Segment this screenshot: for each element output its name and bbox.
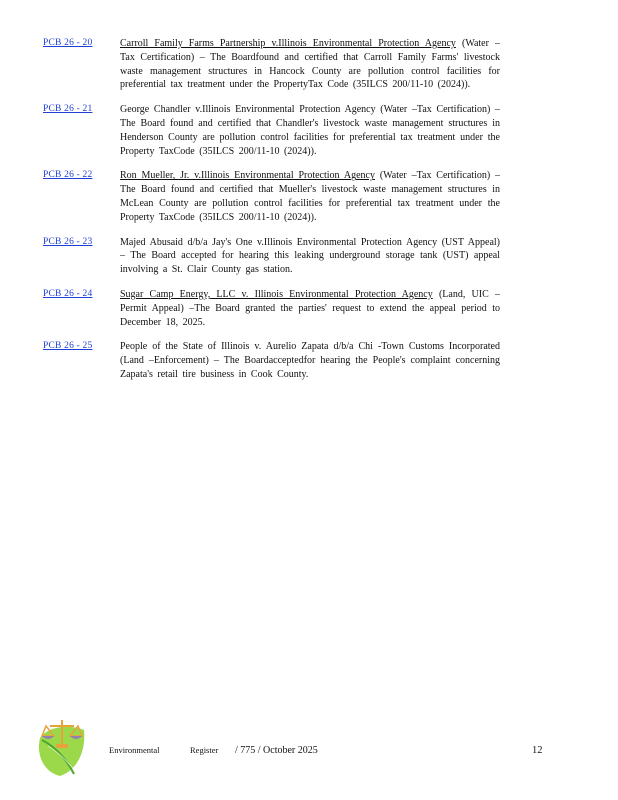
case-entry bbox=[43, 236, 513, 277]
case-entry bbox=[43, 103, 513, 158]
footer-issue: / 775 / October 2025 bbox=[235, 745, 318, 756]
page-footer bbox=[0, 710, 618, 770]
case-summary bbox=[120, 169, 500, 224]
case-list bbox=[43, 37, 513, 393]
case-title: George Chandler v.Illinois Environmental Protection Agency bbox=[120, 104, 376, 116]
footer-publication: Environmental bbox=[109, 745, 160, 755]
case-entry bbox=[43, 37, 513, 92]
scales-of-justice-leaf-icon bbox=[34, 716, 88, 780]
case-summary bbox=[120, 103, 500, 158]
case-body: (UST Appeal) – The Board accepted for hearing this leaking underground storage tank (UST) appeal involving a St. Clair County gas station. bbox=[120, 236, 501, 276]
case-title: Ron Mueller, Jr. v.Illinois Environmental Protection Agency bbox=[120, 170, 375, 182]
case-summary bbox=[120, 37, 500, 92]
case-title: People of the State of Illinois v. Aurelio Zapata d/b/a Chi -Town Customs Incorporated bbox=[120, 341, 500, 353]
footer-register: Register bbox=[190, 745, 219, 755]
case-summary bbox=[120, 340, 500, 381]
case-number-link[interactable]: PCB 26 - 25 bbox=[43, 341, 93, 352]
case-number-link[interactable]: PCB 26 - 20 bbox=[43, 38, 93, 48]
case-summary bbox=[120, 288, 500, 329]
case-body: (Water –Tax Certification) – The Board found and certified that Chandler's livestock waste management structures in Henderson County are pollution control facilities for preferential tax treatment under the Property TaxCode (35ILCS 200/11-10 (2024)). bbox=[120, 104, 501, 157]
case-number-link[interactable]: PCB 26 - 22 bbox=[43, 170, 93, 181]
case-number-link[interactable]: PCB 26 - 24 bbox=[43, 288, 93, 299]
case-number-link[interactable]: PCB 26 - 21 bbox=[43, 104, 93, 115]
case-body: (Water –Tax Certification) – The Board found and certified that Mueller's livestock waste management structures in McLean County are pollution control facilities for preferential tax treatment under the Property TaxCode (35ILCS 200/11-10 (2024)). bbox=[120, 170, 501, 223]
case-title: Sugar Camp Energy, LLC v. Illinois Environmental Protection Agency bbox=[120, 288, 433, 300]
case-entry bbox=[43, 169, 513, 224]
case-body: (Land, UIC –Permit Appeal) –The Board granted the parties' request to extend the appeal period to December 18, 2025. bbox=[120, 288, 501, 328]
case-number-link[interactable]: PCB 26 - 23 bbox=[43, 236, 93, 247]
case-title: Majed Abusaid d/b/a Jay's One v.Illinois Environmental Protection Agency bbox=[120, 236, 438, 248]
page-number: 12 bbox=[532, 745, 543, 756]
case-title: Carroll Family Farms Partnership v.Illinois Environmental Protection Agency bbox=[120, 38, 456, 49]
case-body: (Land –Enforcement) – The Boardacceptedfor hearing the People's complaint concerning Zapata's retail tire business in Cook County. bbox=[120, 355, 500, 380]
case-entry bbox=[43, 340, 513, 381]
case-body: (Water –Tax Certification) – The Boardfound and certified that Carroll Family Farms' livestock waste management structures in Hancock County are pollution control facilities for preferential tax treatment under the PropertyTax Code (35ILCS 200/11-10 (2024)). bbox=[120, 38, 500, 91]
case-summary bbox=[120, 236, 500, 277]
case-entry bbox=[43, 288, 513, 329]
